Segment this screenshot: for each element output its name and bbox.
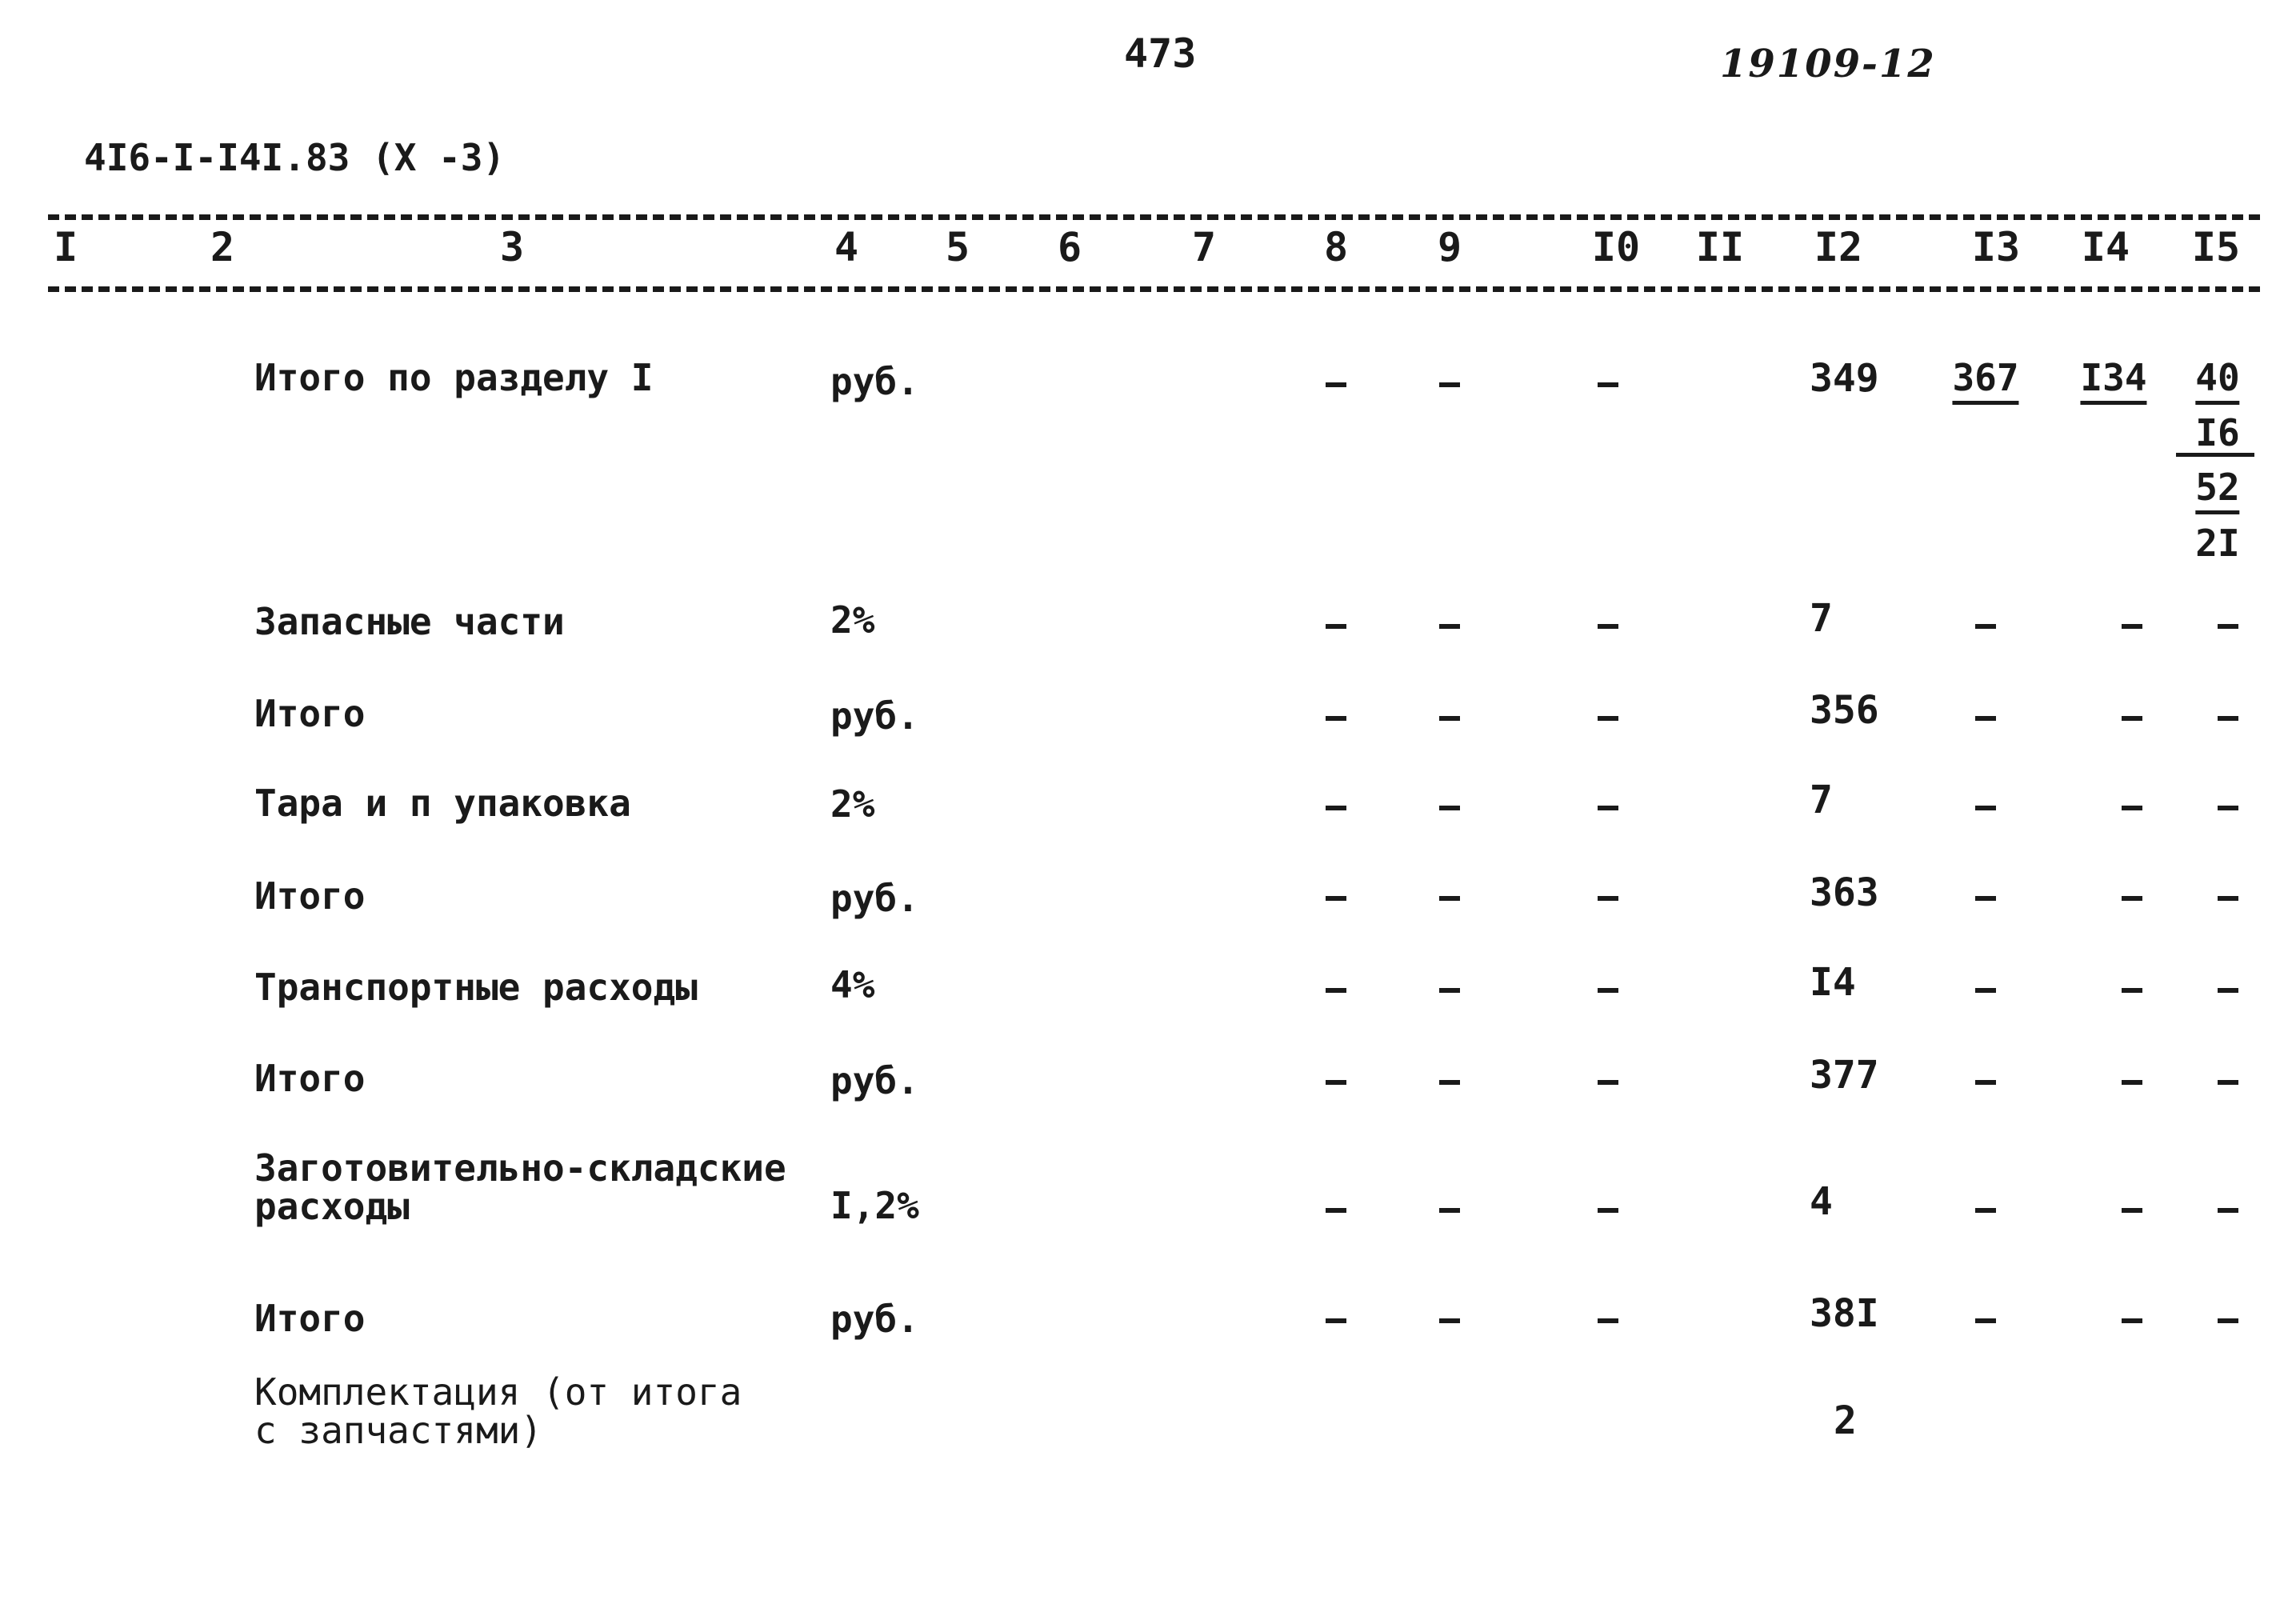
col12-value: 363 [1810, 870, 1879, 915]
empty-dash [1598, 988, 1618, 993]
empty-dash [1326, 896, 1346, 901]
col12-value: 4 [1810, 1179, 1833, 1224]
row-unit: руб. [830, 1298, 919, 1341]
row-unit: 2% [830, 782, 875, 826]
col12-value: 377 [1810, 1053, 1879, 1098]
row-unit: 4% [830, 963, 875, 1006]
col13-value: 367 [1952, 356, 2018, 405]
row-unit: руб. [830, 694, 919, 738]
column-header-8: 8 [1323, 224, 1349, 270]
empty-dash [1598, 624, 1618, 629]
column-header-7: 7 [1191, 224, 1217, 270]
column-header-13: I3 [1971, 224, 2021, 270]
empty-dash [2122, 716, 2142, 721]
row-label: Итого [254, 874, 366, 918]
empty-dash [1975, 896, 1996, 901]
empty-dash [1439, 1318, 1460, 1323]
empty-dash [1975, 988, 1996, 993]
empty-dash [1598, 1208, 1618, 1213]
column-header-12: I2 [1814, 224, 1863, 270]
empty-dash [2218, 1080, 2238, 1085]
empty-dash [2122, 806, 2142, 810]
row-label: Транспортные расходы [254, 966, 698, 1009]
empty-dash [1598, 806, 1618, 810]
column-header-2: 2 [210, 224, 235, 270]
empty-dash [1326, 716, 1346, 721]
empty-dash [1439, 382, 1460, 387]
empty-dash [2218, 716, 2238, 721]
row-unit: руб. [830, 877, 919, 920]
empty-dash [1598, 382, 1618, 387]
empty-dash [1975, 1208, 1996, 1213]
empty-dash [1598, 1080, 1618, 1085]
col15-value-d: 2I [2195, 522, 2240, 565]
col12-value: 2 [1834, 1398, 1857, 1443]
column-header-1: I [53, 224, 78, 270]
document-code: 4I6-I-I4I.83 (X -3) [84, 136, 506, 179]
column-header-3: 3 [499, 224, 525, 270]
empty-dash [1326, 624, 1346, 629]
empty-dash [2218, 624, 2238, 629]
empty-dash [1326, 1080, 1346, 1085]
empty-dash [2122, 1318, 2142, 1323]
column-header-9: 9 [1437, 224, 1462, 270]
empty-dash [2122, 1208, 2142, 1213]
empty-dash [1975, 716, 1996, 721]
empty-dash [2218, 1318, 2238, 1323]
empty-dash [1326, 988, 1346, 993]
empty-dash [2122, 624, 2142, 629]
empty-dash [1439, 1080, 1460, 1085]
row-label: Тара и п упаковка [254, 782, 631, 825]
column-header-14: I4 [2081, 224, 2130, 270]
empty-dash [1975, 624, 1996, 629]
col12-value: I4 [1810, 960, 1856, 1005]
empty-dash [1326, 1208, 1346, 1213]
empty-dash [1326, 382, 1346, 387]
empty-dash [1975, 806, 1996, 810]
col14-value: I34 [2080, 356, 2146, 405]
column-header-4: 4 [834, 224, 859, 270]
col15-value-a: 40 [2195, 356, 2239, 405]
col12-value: 7 [1810, 596, 1833, 641]
empty-dash [2122, 896, 2142, 901]
row-label: Заготовительно-складские расходы [254, 1146, 786, 1228]
column-header-6: 6 [1057, 224, 1082, 270]
col15-value-b: I6 [2195, 411, 2240, 454]
header-bottom-rule [48, 286, 2260, 292]
empty-dash [1439, 1208, 1460, 1213]
row-label: Итого по разделу I [254, 356, 654, 399]
empty-dash [2218, 806, 2238, 810]
empty-dash [1439, 896, 1460, 901]
col12-value: 349 [1810, 356, 1879, 401]
empty-dash [1598, 896, 1618, 901]
row-label: Запасные части [254, 600, 565, 643]
empty-dash [1439, 988, 1460, 993]
row-unit: I,2% [830, 1184, 919, 1227]
column-header-11: II [1695, 224, 1745, 270]
col12-value: 7 [1810, 778, 1833, 822]
empty-dash [2218, 896, 2238, 901]
empty-dash [2122, 1080, 2142, 1085]
header-top-rule [48, 214, 2260, 220]
row-label: Итого [254, 692, 366, 735]
empty-dash [2122, 988, 2142, 993]
empty-dash [1598, 716, 1618, 721]
column-header-10: I0 [1591, 224, 1641, 270]
row-unit: руб. [830, 360, 919, 403]
col12-value: 356 [1810, 688, 1879, 733]
empty-dash [1439, 716, 1460, 721]
column-header-5: 5 [945, 224, 970, 270]
col15-value-c: 52 [2195, 466, 2239, 514]
col12-value: 38I [1810, 1291, 1879, 1336]
row-unit: 2% [830, 598, 875, 642]
empty-dash [1598, 1318, 1618, 1323]
empty-dash [2218, 1208, 2238, 1213]
empty-dash [1975, 1318, 1996, 1323]
page-number: 473 [1124, 30, 1197, 77]
empty-dash [1439, 806, 1460, 810]
empty-dash [1439, 624, 1460, 629]
empty-dash [1326, 1318, 1346, 1323]
column-header-15: I5 [2191, 224, 2241, 270]
handwritten-code: 19109-12 [1720, 42, 1936, 86]
row-label: Итого [254, 1057, 366, 1100]
row-label: Комплектация (от итога с запчастями) [254, 1370, 742, 1452]
empty-dash [1975, 1080, 1996, 1085]
row-label: Итого [254, 1297, 366, 1340]
fraction-line [2176, 453, 2254, 457]
empty-dash [1326, 806, 1346, 810]
row-unit: руб. [830, 1059, 919, 1102]
empty-dash [2218, 988, 2238, 993]
